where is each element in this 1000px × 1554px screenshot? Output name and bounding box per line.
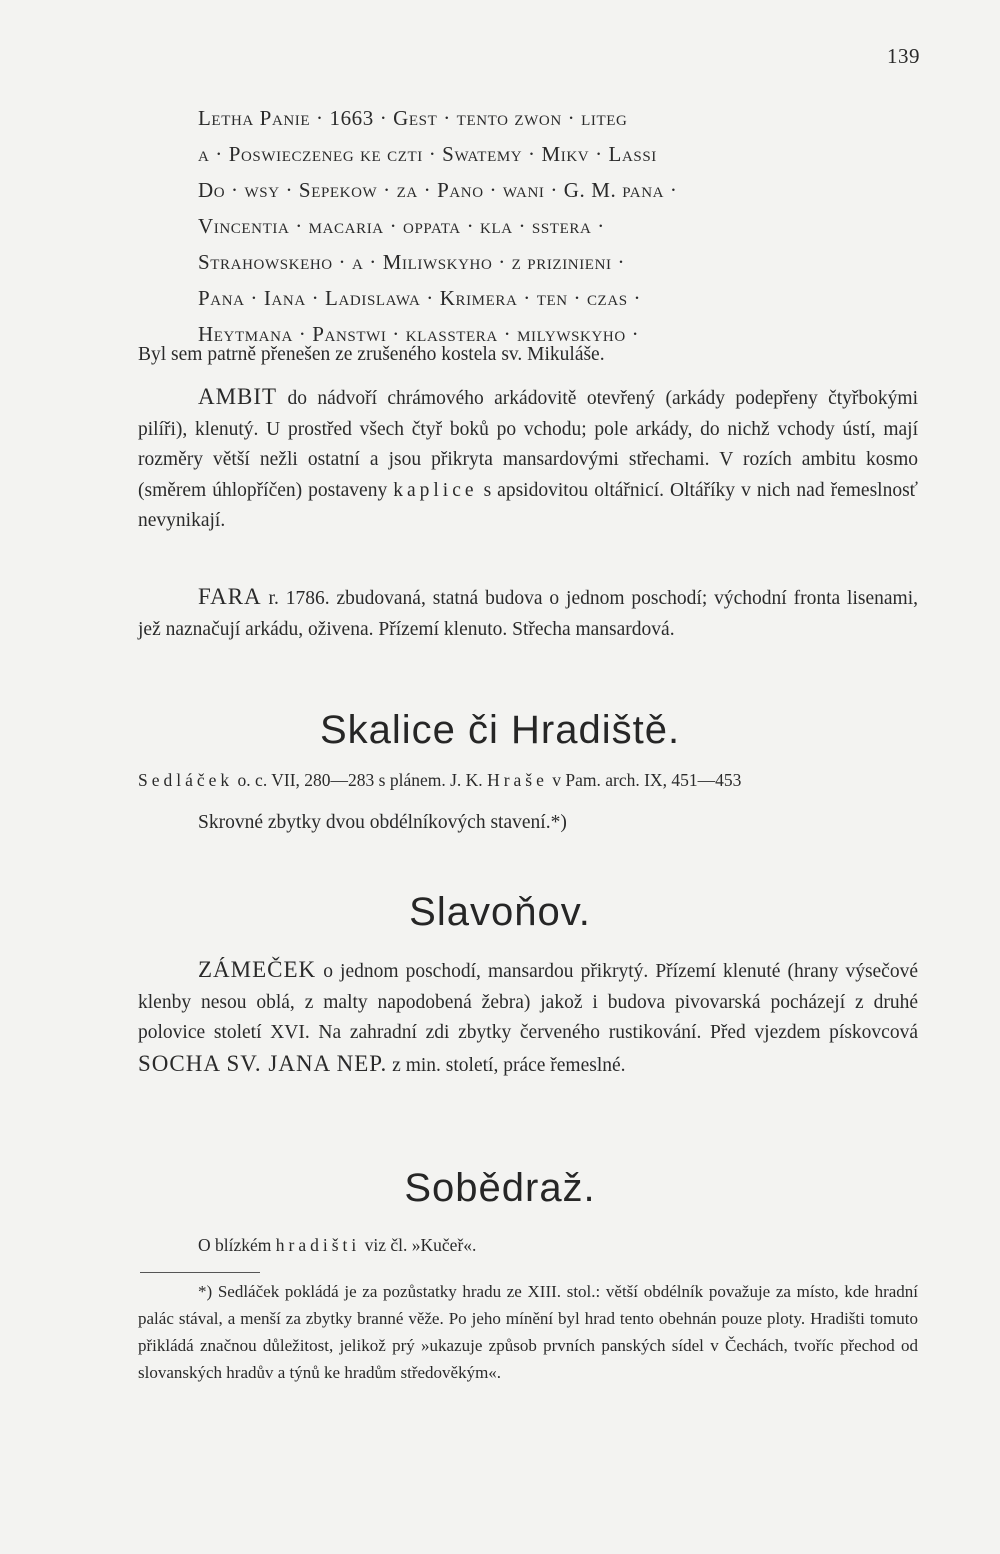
inscription-line: Heytmana · Panstwi · klasstera · milywskyho · — [198, 322, 640, 346]
fara-text-part: r. 1786. zbudovaná, statná budova o jednom poschodí; východní fronta lisenami, jež naznačují arkádu, oživena. Přízemí klenuto. Střecha mansardová. — [138, 588, 918, 640]
inscription-note: Byl sem patrně přenešen ze zrušeného kostela sv. Mikuláše. — [138, 344, 605, 365]
skalice-text: Skrovné zbytky dvou obdélníkových stavení.*) — [198, 812, 567, 833]
skalice-source — [138, 770, 918, 791]
fara-text — [138, 582, 918, 645]
inscription-note-block — [138, 340, 918, 371]
skalice-paragraph — [138, 808, 918, 839]
ambit-text — [138, 382, 918, 537]
socha-lead: SOCHA SV. JANA NEP. — [138, 1050, 388, 1076]
zamecek-lead: ZÁMEČEK — [198, 957, 317, 982]
slavonov-paragraph — [138, 955, 918, 1081]
ambit-text-part: s apsidovitou oltářnicí. Oltáříky v nich nad řemeslnosť nevynikají. — [138, 479, 919, 531]
inscription-line: a · Poswieczeneg ke czti · Swatemy · Mikv · Lassi — [198, 142, 657, 166]
source-author: Sedláček — [138, 770, 234, 790]
ambit-text-part: do nádvoří chrámového arkádovitě otevřený (arkády podepřeny čtyřbokými pilíři), klenutý. U prostřed všech čtyř boků po vchodu; pole arkády, do nichž vchody ústí, mají rozměry větší nežli ostatní a jsou přikryta mansardovými střechami. V rozích ambitu kosmo (směrem úhlopříčen) postaveny — [138, 388, 918, 501]
sobedraz-text-part: O blízkém — [198, 1235, 276, 1255]
inscription-line: Letha Panie · 1663 · Gest · tento zwon · liteg — [198, 106, 628, 130]
sobedraz-text — [138, 1230, 918, 1261]
fara-paragraph — [138, 582, 918, 645]
fara-lead: FARA — [198, 584, 262, 609]
source-text: o. c. VII, 280—283 s plánem. J. K. — [233, 770, 488, 790]
section-heading-skalice: Skalice či Hradiště. — [319, 708, 681, 752]
sobedraz-paragraph — [138, 1230, 918, 1261]
footnote-text: *) Sedláček pokládá je za pozůstatky hradu ze XIII. stol.: větší obdélník považuje za místo, kde hradní palác stával, a menší za zbytky branné věže. Po jeho mínění byl hrad tento obehnán pouze ploty. Hradišti tomuto přikládá značnou důležitost, jelikož prý »ukazuje způsob prvních panských sídel v Čechách, tvoříc přechod od slovanských hradův a týnů ke hradům středověkým«. — [138, 1282, 918, 1382]
sobedraz-spaced-word: hradišti — [275, 1235, 361, 1255]
ambit-lead: AMBIT — [198, 384, 278, 409]
ambit-paragraph — [138, 382, 918, 537]
source-author: Hraše — [487, 770, 548, 790]
inscription-line: Strahowskeho · a · Miliwskyho · z prizinieni · — [198, 250, 626, 274]
source-text: v Pam. arch. IX, 451—453 — [547, 770, 742, 790]
inscription-line: Vincentia · macaria · oppata · kla · sstera · — [198, 214, 605, 238]
slavonov-text-part: o jednom poschodí, mansardou přikrytý. Přízemí klenuté (hrany výsečové klenby nesou oblá, z malty napodobená žebra) jakož i budova pivovarská pocházejí z druhé polovice století XVI. Na zahradní zdi zbytky červeného rustikování. Před vjezdem pískovcová — [138, 961, 918, 1043]
ambit-spaced-word: kaplice — [393, 479, 478, 501]
sobedraz-text-part: viz čl. »Kučeř«. — [360, 1235, 477, 1255]
page-number: 139 — [887, 44, 920, 68]
inscription-line: Do · wsy · Sepekow · za · Pano · wani · G. M. pana · — [198, 178, 678, 202]
slavonov-text — [138, 955, 918, 1081]
bell-inscription — [198, 100, 918, 352]
inscription-line: Pana · Iana · Ladislawa · Krimera · ten · czas · — [198, 286, 642, 310]
footnote — [138, 1278, 918, 1386]
footnote-divider — [140, 1272, 260, 1273]
section-heading-slavonov: Slavoňov. — [409, 890, 591, 934]
slavonov-text-part: z min. století, práce řemeslné. — [387, 1054, 626, 1076]
section-heading-sobedraz: Sobědraž. — [404, 1166, 596, 1210]
